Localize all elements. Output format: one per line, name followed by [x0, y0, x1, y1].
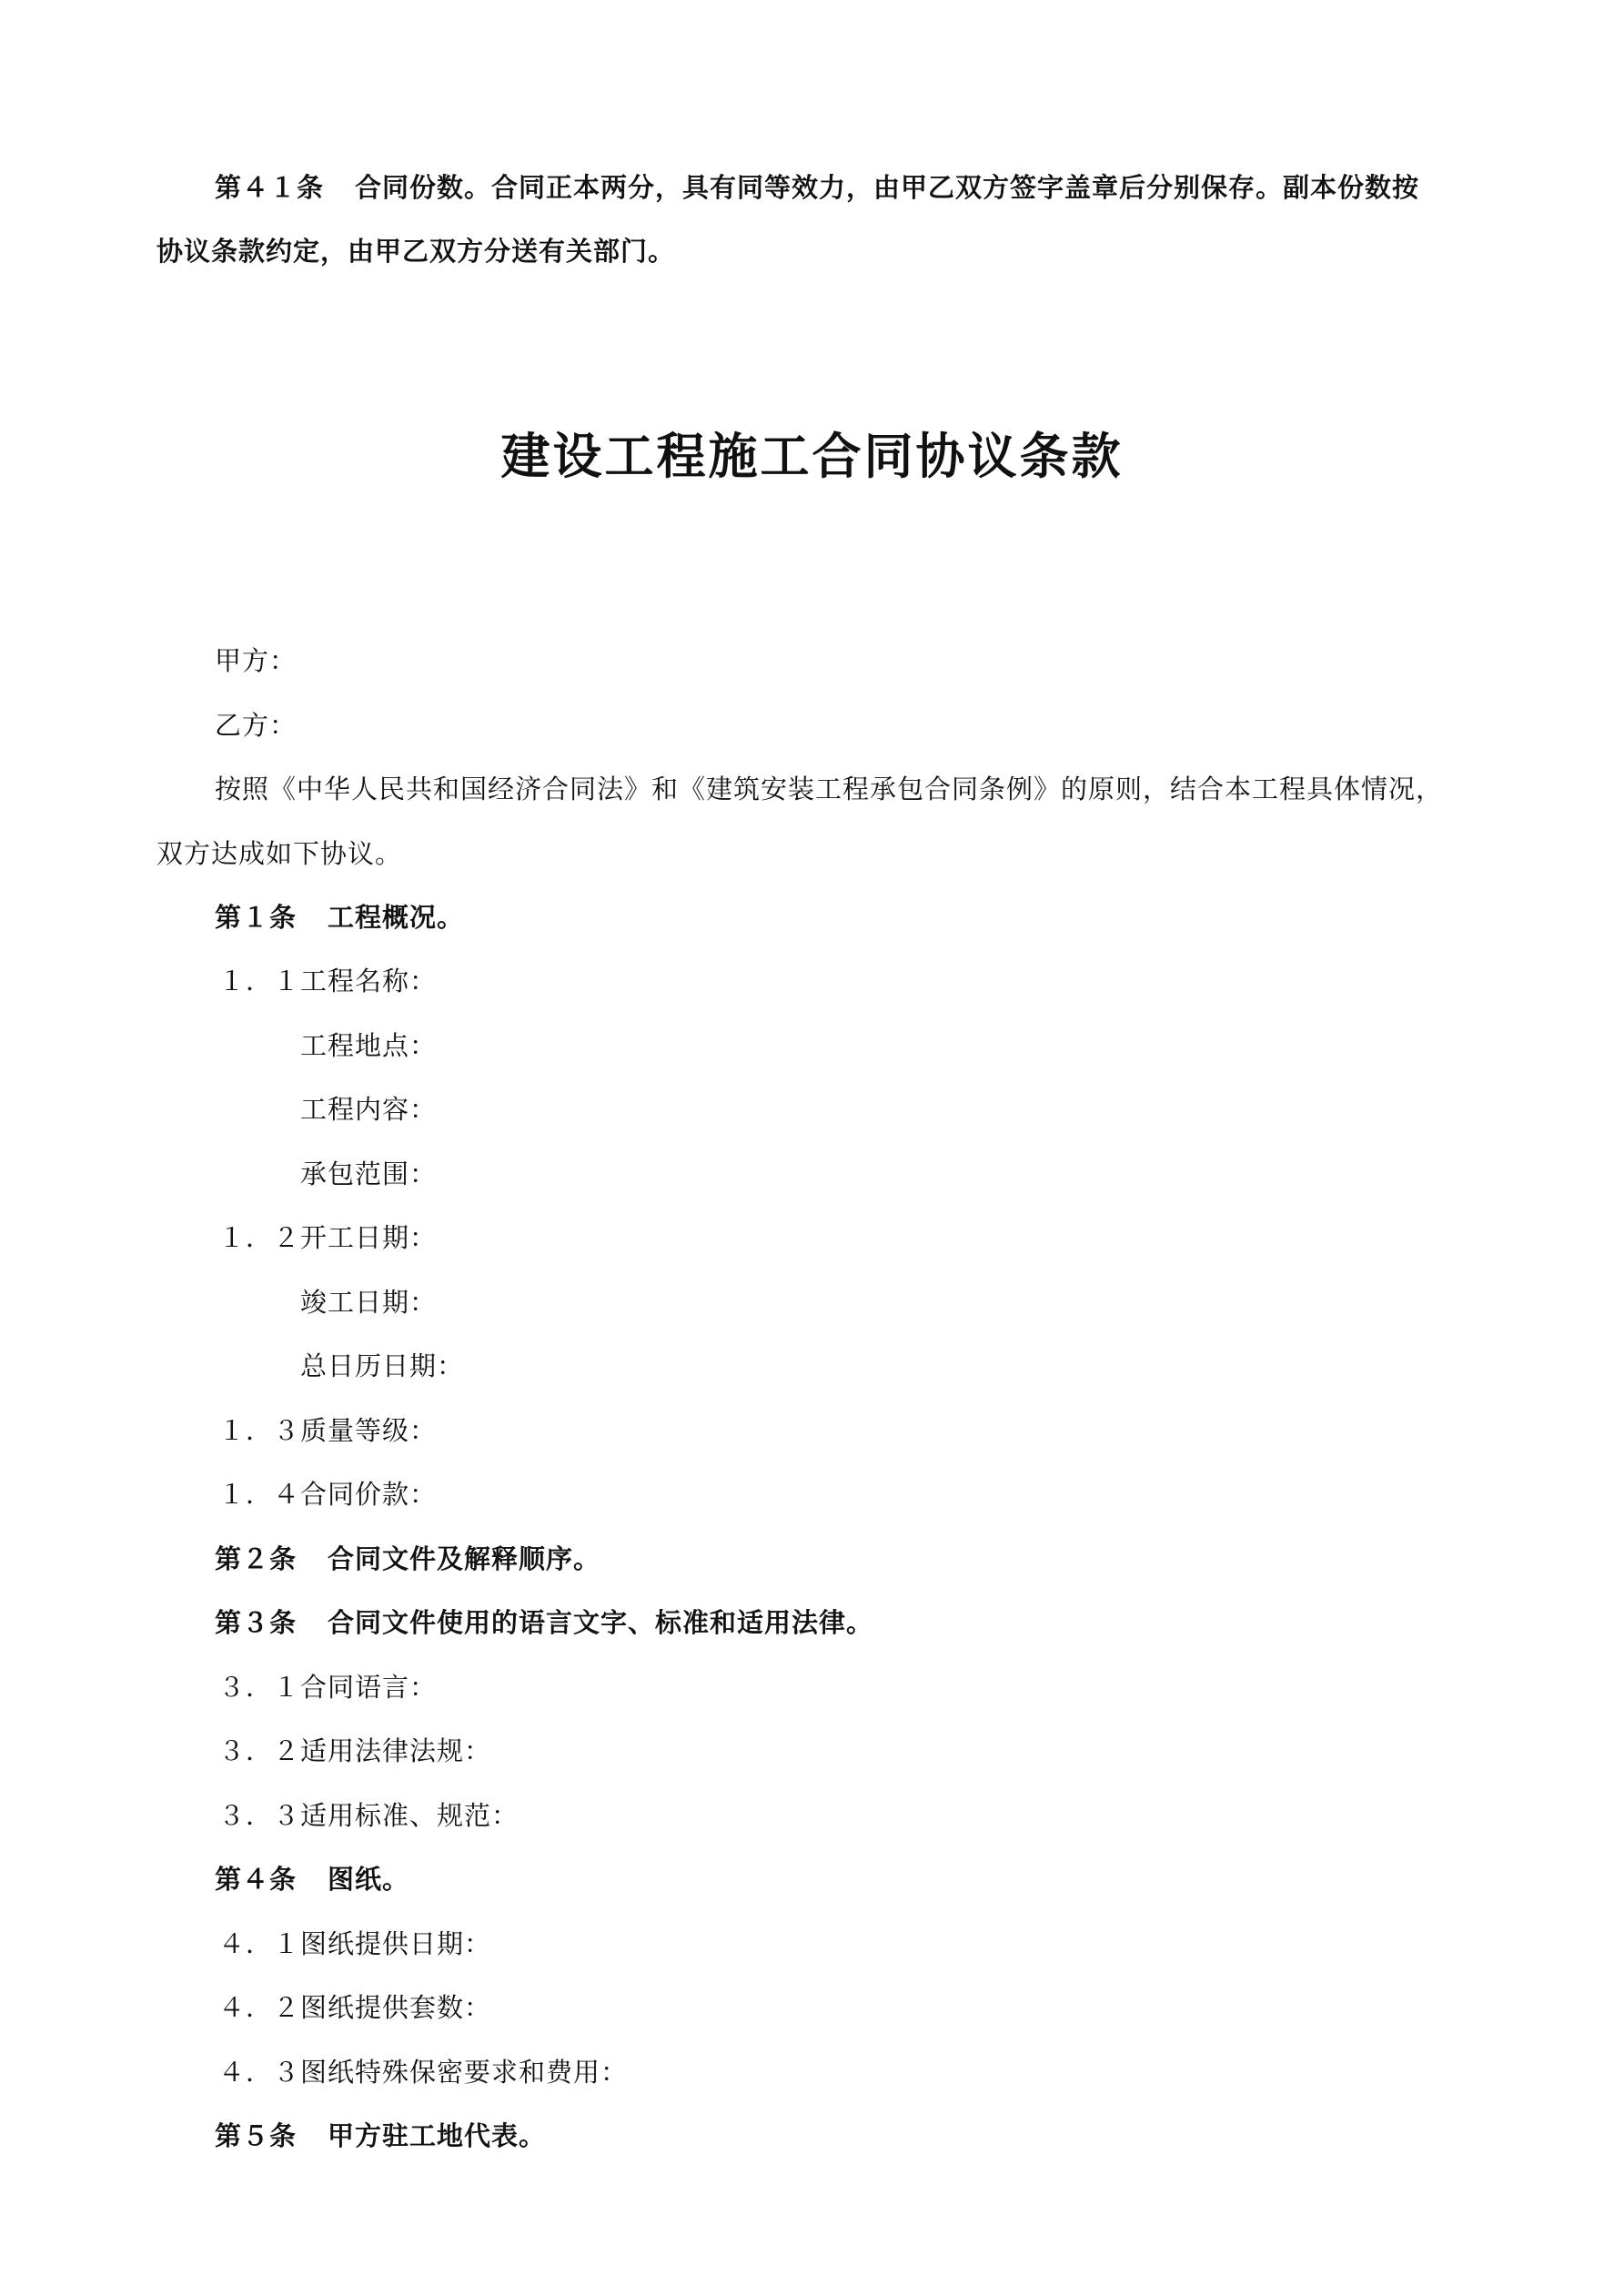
article-41-heading: 合同份数。合同正本两分，具有同等效力，由甲乙双方签字盖章后分别保存。副本份数按: [355, 172, 1420, 203]
article-41-continuation: 协议条款约定，由甲乙双方分送有关部门。: [156, 236, 676, 267]
item-1-2: １．２开工日期：: [218, 1222, 438, 1253]
article-1-number: 第１条: [215, 902, 298, 933]
item-1-4: １．４合同价款：: [218, 1479, 438, 1510]
preamble-line-2: 双方达成如下协议。: [156, 838, 403, 869]
party-b-label: 乙方：: [215, 710, 298, 741]
item-4-3: ４．３图纸特殊保密要求和费用：: [218, 2057, 629, 2088]
article-5-number: 第５条: [215, 2120, 298, 2151]
item-1-1: １．１工程名称：: [218, 966, 438, 996]
preamble-line-1: 按照《中华人民共和国经济合同法》和《建筑安装工程承包合同条例》的原则，结合本工程具体情况，: [215, 774, 1444, 804]
article-5-heading: [215, 2118, 546, 2154]
article-4-heading: [215, 1861, 409, 1897]
item-4-2: ４．２图纸提供套数：: [218, 1992, 492, 2023]
article-2-title: 合同文件及解释顺序。: [328, 1543, 601, 1574]
party-a-label: 甲方：: [215, 645, 298, 676]
item-project-content: 工程内容：: [300, 1094, 438, 1125]
item-1-3: １．３质量等级：: [218, 1415, 438, 1446]
item-3-1: ３．１合同语言：: [218, 1672, 438, 1703]
article-4-number: 第４条: [215, 1864, 298, 1895]
article-2-number: 第２条: [215, 1543, 298, 1574]
item-completion-date: 竣工日期：: [300, 1287, 438, 1318]
article-41-line: [215, 169, 1419, 206]
article-3-title: 合同文件使用的语言文字、标准和适用法律。: [328, 1607, 874, 1638]
item-project-location: 工程地点：: [300, 1030, 438, 1061]
article-3-heading: [215, 1604, 873, 1641]
article-5-title: 甲方驻工地代表。: [328, 2120, 547, 2151]
item-3-2: ３．２适用法律法规：: [218, 1735, 492, 1766]
article-3-number: 第３条: [215, 1607, 298, 1638]
item-4-1: ４．１图纸提供日期：: [218, 1928, 492, 1959]
document-title: 建设工程施工合同协议条款: [500, 427, 1124, 485]
article-41-number: 第４１条: [215, 172, 325, 203]
item-contract-scope: 承包范围：: [300, 1158, 438, 1189]
article-2-heading: [215, 1541, 600, 1577]
article-4-title: 图纸。: [328, 1864, 410, 1895]
article-1-heading: [215, 899, 464, 936]
item-3-3: ３．３适用标准、规范：: [218, 1800, 519, 1831]
article-1-title: 工程概况。: [328, 902, 465, 933]
item-total-days: 总日历日期：: [300, 1350, 465, 1381]
